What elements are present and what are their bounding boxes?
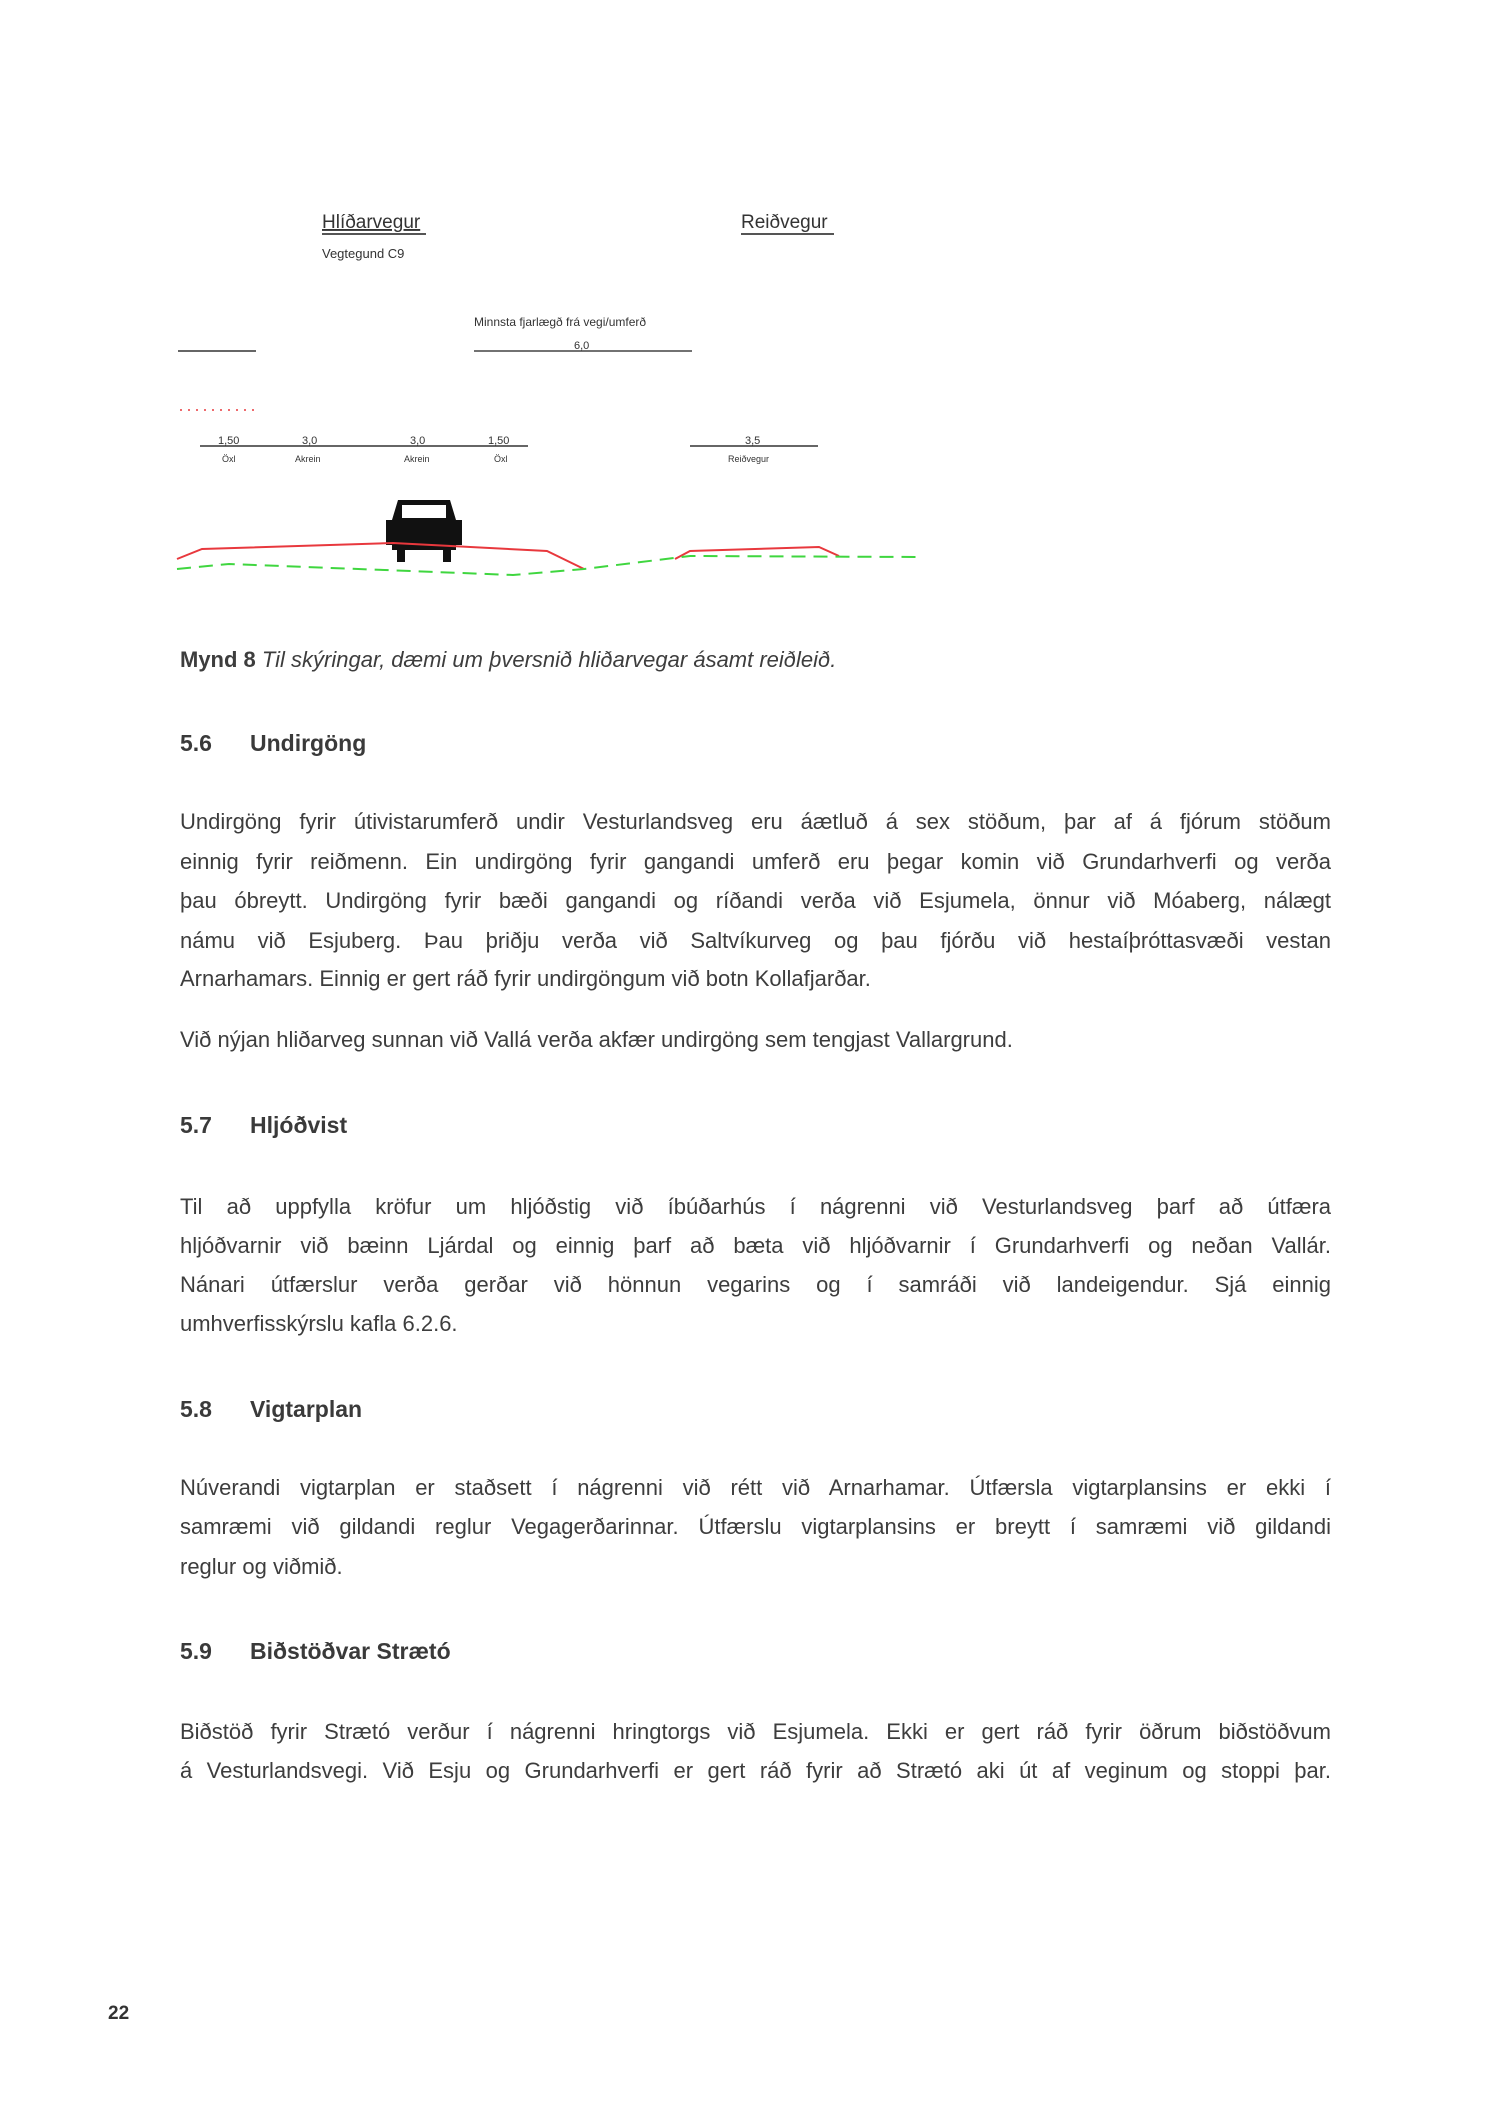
dim-label-1: Öxl xyxy=(222,454,236,464)
paragraph-line: Undirgöng fyrir útivistarumferð undir Vesturlandsveg eru áætluð á sex stöðum, þar af á fjórum stöðum xyxy=(180,809,1331,834)
section-heading-5-9 xyxy=(180,1631,451,1671)
figure-caption xyxy=(180,640,836,680)
dim-value-5: 3,5 xyxy=(745,435,761,447)
section-number: 5.7 xyxy=(180,1112,212,1138)
paragraph-line: á Vesturlandsvegi. Við Esju og Grundarhverfi er gert ráð fyrir að Strætó aki út af veginum og stoppi þar. xyxy=(180,1758,1331,1783)
paragraph-line: einnig fyrir reiðmenn. Ein undirgöng fyrir gangandi umferð eru þegar komin við Grundarhverfi og verða xyxy=(180,849,1331,874)
paragraph-line: hljóðvarnir við bæinn Ljárdal og einnig þarf að bæta við hljóðvarnir í Grundarhverfi og neðan Vallár. xyxy=(180,1233,1331,1258)
dim-label-2: Akrein xyxy=(295,454,321,464)
distance-value: 6,0 xyxy=(574,340,590,352)
section-number: 5.9 xyxy=(180,1638,212,1664)
road-profile xyxy=(177,543,584,569)
section-title: Vigtarplan xyxy=(250,1396,363,1422)
section-heading-5-6 xyxy=(180,723,366,763)
dim-label-5: Reiðvegur xyxy=(728,454,770,464)
dim-label-3: Akrein xyxy=(404,454,430,464)
paragraph-line: Núverandi vigtarplan er staðsett í nágrenni við rétt við Arnarhamar. Útfærsla vigtarplansins er ekki í xyxy=(180,1475,1331,1500)
section-number: 5.6 xyxy=(180,730,212,756)
dim-value-1: 1,50 xyxy=(218,435,240,447)
section-title: Biðstöðvar Strætó xyxy=(250,1638,451,1664)
caption-label: Mynd 8 xyxy=(180,647,256,672)
section-title: Hljóðvist xyxy=(250,1112,348,1138)
section-heading-5-7 xyxy=(180,1105,347,1145)
paragraph-line: samræmi við gildandi reglur Vegagerðarinnar. Útfærslu vigtarplansins er breytt í samræmi við gildandi xyxy=(180,1514,1331,1539)
terrain-line xyxy=(177,556,920,575)
section-title: Undirgöng xyxy=(250,730,367,756)
figure-subtitle-left: Vegtegund C9 xyxy=(322,246,405,261)
caption-text: Til skýringar, dæmi um þversnið hliðarvegar ásamt reiðleið. xyxy=(261,647,837,672)
dim-value-3: 3,0 xyxy=(410,435,426,447)
figure-title-left: Hlíðarvegur xyxy=(322,212,421,233)
paragraph-line: Til að uppfylla kröfur um hljóðstig við íbúðarhús í nágrenni við Vesturlandsveg þarf að útfæra xyxy=(180,1194,1331,1219)
paragraph-line: Arnarhamars. Einnig er gert ráð fyrir undirgöngum við botn Kollafjarðar. xyxy=(180,966,871,991)
paragraph-line: námu við Esjuberg. Þau þriðju verða við Saltvíkurveg og þau fjórðu við hestaíþróttasvæði vestan xyxy=(180,928,1331,953)
paragraph-line: þau óbreytt. Undirgöng fyrir bæði gangandi og ríðandi verða við Esjumela, önnur við Móaberg, nálægt xyxy=(180,888,1331,913)
paragraph-line: Nánari útfærslur verða gerðar við hönnun vegarins og í samráði við landeigendur. Sjá einnig xyxy=(180,1272,1331,1297)
car-icon xyxy=(386,500,462,562)
paragraph-line: Við nýjan hliðarveg sunnan við Vallá verða akfær undirgöng sem tengjast Vallargrund. xyxy=(180,1027,1013,1052)
dim-value-2: 3,0 xyxy=(302,435,318,447)
dim-value-4: 1,50 xyxy=(488,435,510,447)
section-heading-5-8 xyxy=(180,1389,362,1429)
section-number: 5.8 xyxy=(180,1396,212,1422)
dim-label-4: Öxl xyxy=(494,454,508,464)
paragraph-line: Biðstöð fyrir Strætó verður í nágrenni hringtorgs við Esjumela. Ekki er gert ráð fyrir öðrum biðstöðvum xyxy=(180,1719,1331,1744)
paragraph-line: umhverfisskýrslu kafla 6.2.6. xyxy=(180,1311,458,1336)
distance-label: Minnsta fjarlægð frá vegi/umferð xyxy=(474,315,647,329)
paragraph-line: reglur og viðmið. xyxy=(180,1554,343,1579)
page-number: 22 xyxy=(108,2003,130,2024)
figure-title-right: Reiðvegur xyxy=(741,212,828,233)
